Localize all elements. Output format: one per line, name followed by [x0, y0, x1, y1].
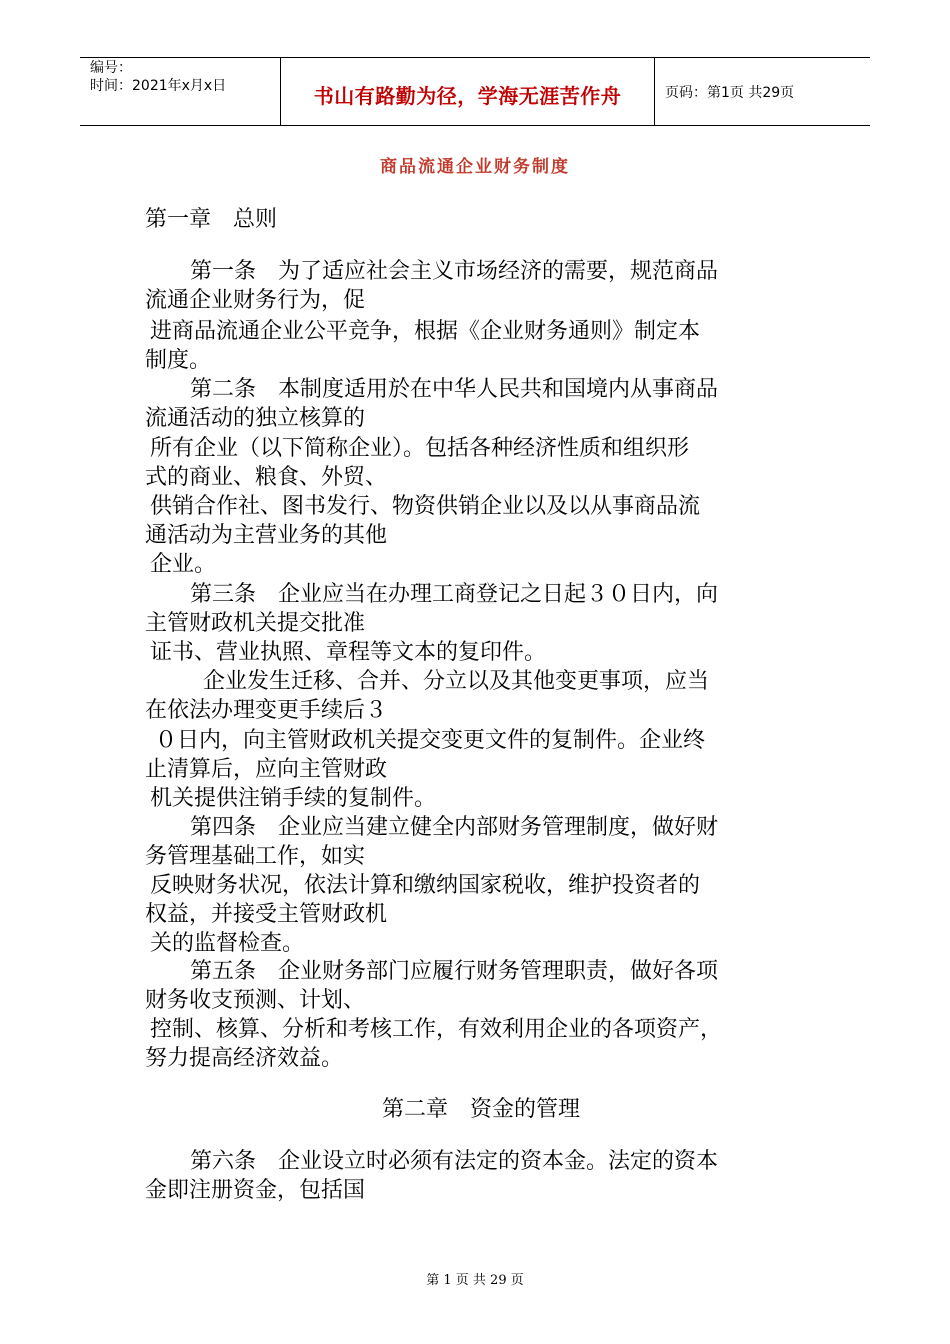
- text-line: 务管理基础工作，如实: [145, 844, 366, 869]
- text-line: 企业。: [150, 552, 217, 577]
- header-page-cell: [655, 58, 870, 125]
- text-line: 第六条 企业设立时必须有法定的资本金。法定的资本: [190, 1149, 719, 1174]
- text-line: 第五条 企业财务部门应履行财务管理职责，做好各项: [190, 959, 719, 984]
- document-header: [80, 57, 870, 126]
- text-line: 第四条 企业应当建立健全内部财务管理制度，做好财: [190, 815, 719, 840]
- text-line: 第三条 企业应当在办理工商登记之日起３０日内，向: [190, 582, 719, 607]
- document-title: 商品流通企业财务制度: [380, 157, 570, 177]
- text-line: 主管财政机关提交批准: [145, 611, 366, 636]
- text-line: 第一条 为了适应社会主义市场经济的需要，规范商品: [190, 259, 719, 284]
- text-line: 进商品流通企业公平竞争，根据《企业财务通则》制定本: [150, 319, 701, 344]
- text-line: 流通活动的独立核算的: [145, 406, 366, 431]
- text-line: 式的商业、粮食、外贸、: [145, 465, 388, 490]
- text-line: 所有企业（以下简称企业）。包括各种经济性质和组织形: [150, 436, 690, 461]
- text-line: 财务收支预测、计划、: [145, 988, 366, 1013]
- page-info: 页码：第1页 共29页: [665, 85, 795, 101]
- text-line: 流通企业财务行为，促: [145, 288, 366, 313]
- chapter-heading: 第二章 资金的管理: [382, 1097, 581, 1122]
- text-line: 制度。: [145, 348, 212, 373]
- text-line: 证书、营业执照、章程等文本的复印件。: [150, 640, 547, 665]
- text-line: 机关提供注销手续的复制件。: [150, 786, 437, 811]
- motto: 书山有路勤为径，学海无涯苦作舟: [313, 84, 622, 108]
- chapter-heading: 第一章 总则: [145, 207, 278, 232]
- text-line: 努力提高经济效益。: [145, 1046, 344, 1071]
- text-line: ０日内，向主管财政机关提交变更文件的复制件。企业终: [155, 728, 706, 753]
- text-line: 关的监督检查。: [150, 931, 305, 956]
- header-meta-cell: [80, 58, 281, 125]
- text-line: 控制、核算、分析和考核工作，有效利用企业的各项资产，: [150, 1017, 723, 1042]
- number-label: 编号：: [90, 60, 132, 76]
- text-line: 企业发生迁移、合并、分立以及其他变更事项，应当: [203, 669, 710, 694]
- text-line: 权益，并接受主管财政机: [145, 902, 388, 927]
- text-line: 反映财务状况，依法计算和缴纳国家税收，维护投资者的: [150, 873, 701, 898]
- text-line: 第二条 本制度适用於在中华人民共和国境内从事商品: [190, 377, 719, 402]
- text-line: 供销合作社、图书发行、物资供销企业以及以从事商品流: [150, 494, 701, 519]
- date-label: 时间：2021年x月x日: [90, 78, 227, 94]
- page-footer: 第 1 页 共 29 页: [426, 1273, 524, 1288]
- text-line: 在依法办理变更手续后３: [145, 698, 388, 723]
- header-motto-cell: [281, 58, 655, 125]
- text-line: 通活动为主营业务的其他: [145, 523, 388, 548]
- text-line: 金即注册资金，包括国: [145, 1178, 366, 1203]
- text-line: 止清算后，应向主管财政: [145, 757, 388, 782]
